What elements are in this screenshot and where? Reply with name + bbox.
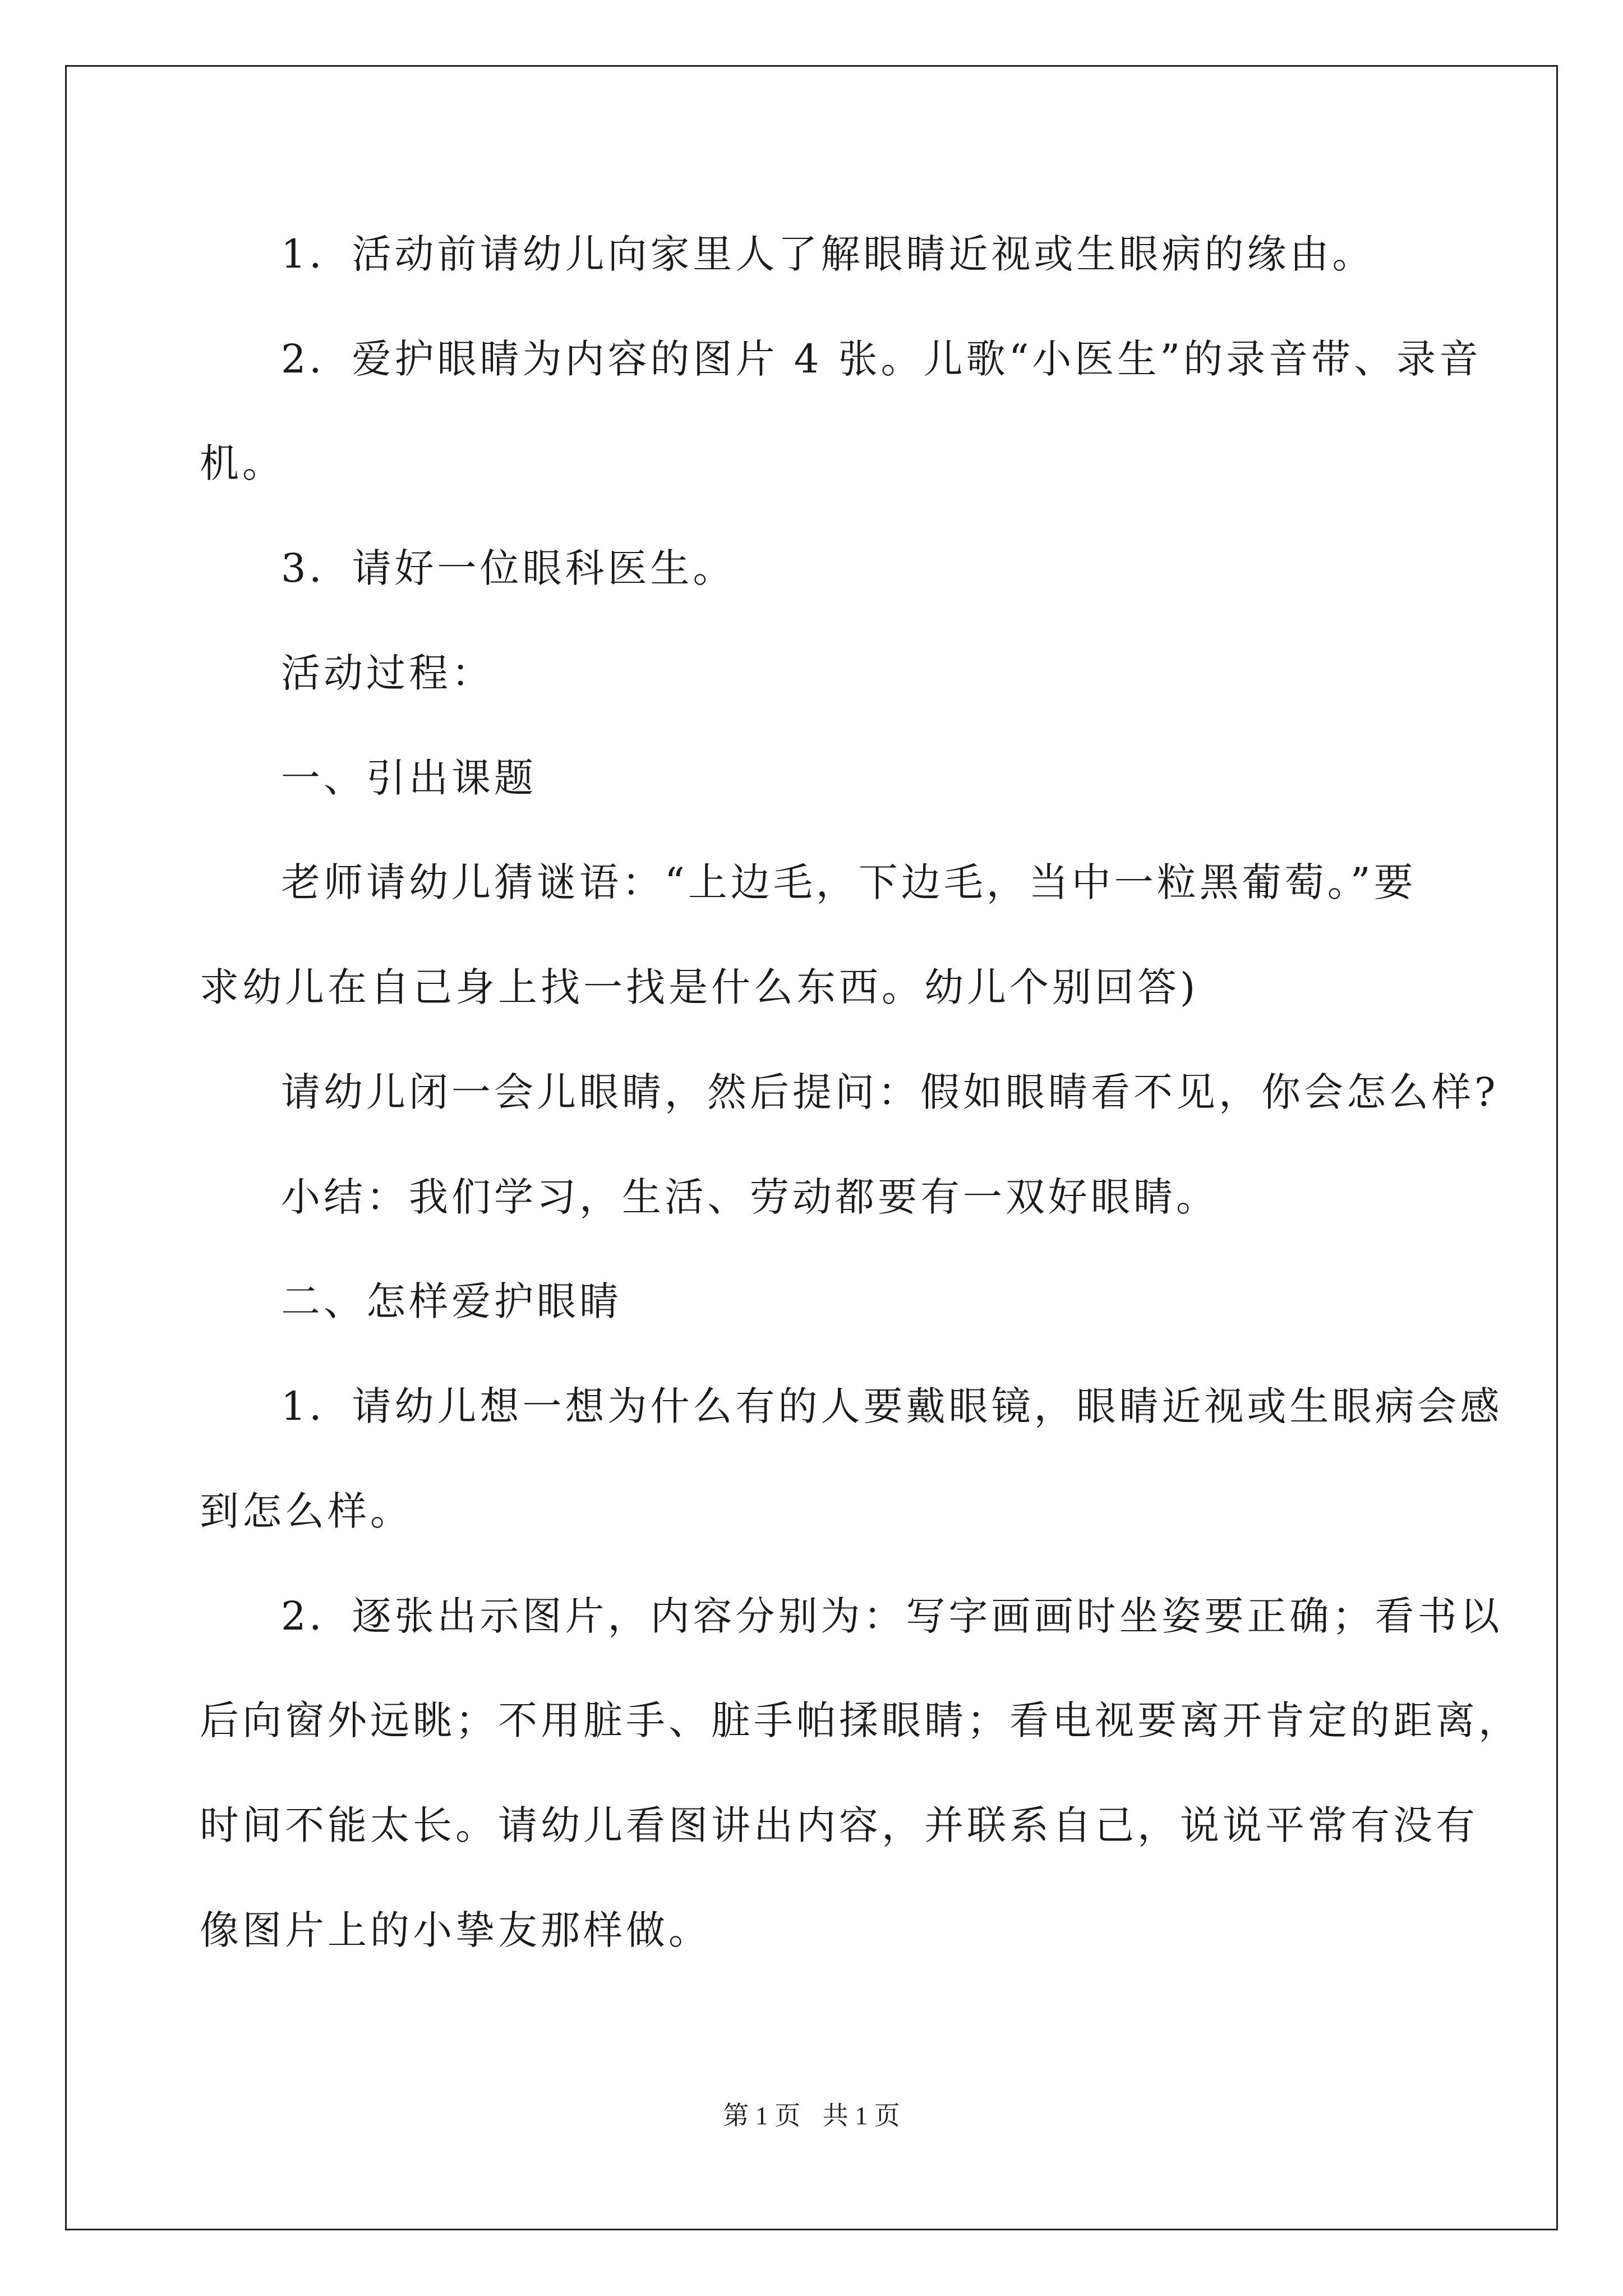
paragraph-line: 像图片上的小挚友那样做。 xyxy=(200,1907,711,1953)
page-number-total: 共 1 页 xyxy=(822,2101,900,2130)
paragraph-line: 时间不能太长。请幼儿看图讲出内容，并联系自己，说说平常有没有 xyxy=(200,1802,1478,1848)
section-heading: 一、引出课题 xyxy=(281,755,537,801)
paragraph-line: 2．爱护眼睛为内容的图片 4 张。儿歌“小医生”的录音带、录音 xyxy=(281,336,1482,382)
paragraph-line: 1．请幼儿想一想为什么有的人要戴眼镜，眼睛近视或生眼病会感 xyxy=(281,1383,1503,1429)
section-heading: 活动过程： xyxy=(281,650,494,696)
paragraph-line: 小结：我们学习，生活、劳动都要有一双好眼睛。 xyxy=(281,1174,1219,1220)
paragraph-line: 老师请幼儿猜谜语：“上边毛，下边毛，当中一粒黑葡萄。”要 xyxy=(281,859,1417,905)
section-heading: 二、怎样爱护眼睛 xyxy=(281,1278,622,1324)
paragraph-line: 2．逐张出示图片，内容分别为：写字画画时坐姿要正确；看书以 xyxy=(281,1593,1503,1639)
page-number-current: 第 1 页 xyxy=(723,2101,801,2130)
paragraph-line: 后向窗外远眺；不用脏手、脏手帕揉眼睛；看电视要离开肯定的距离， xyxy=(200,1697,1521,1743)
paragraph-line: 求幼儿在自己身上找一找是什么东西。幼儿个别回答) xyxy=(200,964,1199,1010)
page-footer xyxy=(0,2099,1623,2133)
paragraph-line: 3．请好一位眼科医生。 xyxy=(281,545,736,591)
paragraph-line: 请幼儿闭一会儿眼睛，然后提问：假如眼睛看不见，你会怎么样? xyxy=(281,1069,1499,1115)
paragraph-line: 机。 xyxy=(200,440,285,486)
paragraph-line: 1．活动前请幼儿向家里人了解眼睛近视或生眼病的缘由。 xyxy=(281,231,1375,277)
paragraph-line: 到怎么样。 xyxy=(200,1488,413,1534)
